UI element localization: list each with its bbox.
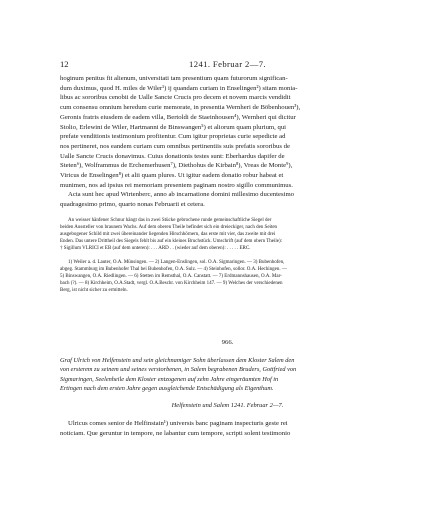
regest-line: Sigmaringen, Seelenheile dem Kloster entzogenen auf zehn Jahre eingeräumten Hof in bbox=[60, 375, 279, 383]
text-line: quadragesimo primo, quarto nonas Februarii et cetera. bbox=[60, 201, 205, 209]
footnote-line: bach (?). — 8) Kirchheim, O.A.Stadt, vergl. O.A.Beschr. von Kirchheim 147. — 9) Welches der verschiedenen bbox=[60, 280, 283, 286]
text-line: hoginum penitus fit alienum, universitati tam presentium quam futurorum significan- bbox=[60, 75, 288, 82]
text-line: Viricus de Enselingen⁸) et alii quam plures. Ut igitur eadem donatio robur habeat et bbox=[60, 172, 284, 180]
seal-line: † Sigillum VLRICI et EB (auf dem unteren): . . . ARD . . (wieder auf dem oberen): . . . . . ERC. bbox=[60, 245, 251, 251]
text-line: Stolio, Erlewini de Wiler, Hartmanni de Binswangen⁵) et aliorum quam plurium, qui bbox=[60, 123, 287, 131]
text-line: libus ac sororibus cenobii de Ualle Sancte Crucis pro decem et novem marcis vendidit bbox=[60, 94, 291, 102]
seal-line: ausgebogener Schild mit zwei übereinander liegenden Hirschhörnern, das erste mit vier, das zweite mit drei bbox=[60, 231, 276, 237]
text-line: prefate venditionis testimonium profitentur. Cum igitur proprietas curie sepedicte ad bbox=[60, 133, 286, 141]
seal-line: beiden Aussteller von braunem Wachs. Auf dem oberen Theile befindet sich ein dreieckiger, nach den Seiten bbox=[60, 224, 278, 230]
regest-line: von ersterem zu seinem und seines verstorbenen, in Salem begrabenen Bruders, Gottfried von bbox=[60, 366, 297, 374]
seal-description bbox=[60, 217, 395, 252]
text-line: Ualle Sancte Crucis donavimus. Cuius donationis testes sunt: Eberhardus dapifer de bbox=[60, 152, 285, 160]
text-line: Acta sunt hec apud Wirtenberc, anno ab incarnatione domini millesimo ducentesimo bbox=[68, 191, 294, 199]
footnote-line: Berg, ist nicht sicher zu ermitteln. bbox=[60, 287, 128, 293]
text-line: munimen, nos ad ipsius rei memoriam presentem paginam nostro sigillo communimus. bbox=[60, 181, 293, 189]
second-charter-text bbox=[60, 419, 395, 438]
text-line: dum duximus, quod H. miles de Wiler¹) ij quandam curiam in Enselingen²) sitam monia- bbox=[60, 84, 298, 92]
running-head: 1241. Februar 2—7. bbox=[189, 59, 266, 69]
footnotes bbox=[60, 259, 395, 294]
text-line: noticiam. Que geruntur in tempore, ne labantur cum tempore, scripti solent testimonio bbox=[60, 429, 291, 437]
document-number: 966. bbox=[221, 338, 234, 346]
text-line: Steten⁶), Wolframmus de Erchemerhusen⁷), Diethohus de Kirbain⁸), Vreas de Monte⁹), bbox=[60, 162, 293, 170]
regest-line: Graf Ulrich von Helfenstein und sein gleichnamiger Sohn überlassen dem Kloster Salem den bbox=[60, 356, 295, 364]
footnote-line: 1) Weiler a. d. Lauter, O.A. Münsingen. — 2) Langen-Enslingen, sol. O.A. Sigmaringen. — 3) Bubenhofen, bbox=[68, 259, 285, 265]
seal-line: Enden. Das untere Drittheil des Siegels fehlt bis auf ein kleines Bruchstück. Umschrift (auf dem obern Theile): bbox=[60, 238, 283, 244]
footnote-line: abgeg. Stammburg im Bubenhofer Thal bei Bubenhofen, O.A. Sulz. — 4) Steinhofen, sollor. O.A. Hechingen. — bbox=[60, 266, 287, 272]
regest bbox=[60, 356, 395, 394]
text-line: nos pertineret, nos eandem curiam cum omnibus pertinentiis suis prefatis sororibus de bbox=[60, 142, 290, 150]
page-number: 12 bbox=[60, 59, 69, 69]
seal-line: An weisser hänfener Schnur hängt das in zwei Stücke gebrochene runde gemeinschaftliche Siegel der bbox=[68, 217, 272, 223]
page-header bbox=[60, 58, 395, 70]
text-line: Ulricus comes senior de Helfinstain¹) universis banc paginam inspecturis geste rei bbox=[68, 419, 288, 427]
dateline: Helfenstein und Salem 1241. Februar 2—7. bbox=[171, 402, 284, 410]
charter-text bbox=[60, 74, 395, 210]
regest-line: Ertingen nach dem ersten Jahre gegen ausgleichende Entschädigung als Eigenthum. bbox=[60, 385, 274, 393]
footnote-line: 5) Binswangen, O.A. Riedlingen. — 6) Stetten im Remsthal, O.A. Canstatt. — 7) Erdmannshausen, O.A. Mar- bbox=[60, 273, 282, 279]
text-line: Geronis fratris eiusdem de eadem villa, Bertoldi de Staeinhousen⁴), Wernheri qui dicitur bbox=[60, 113, 296, 121]
text-line: cum consensu omnium heredum curie memorate, in presentia Wernheri de Böbenhouen³), bbox=[60, 104, 301, 112]
